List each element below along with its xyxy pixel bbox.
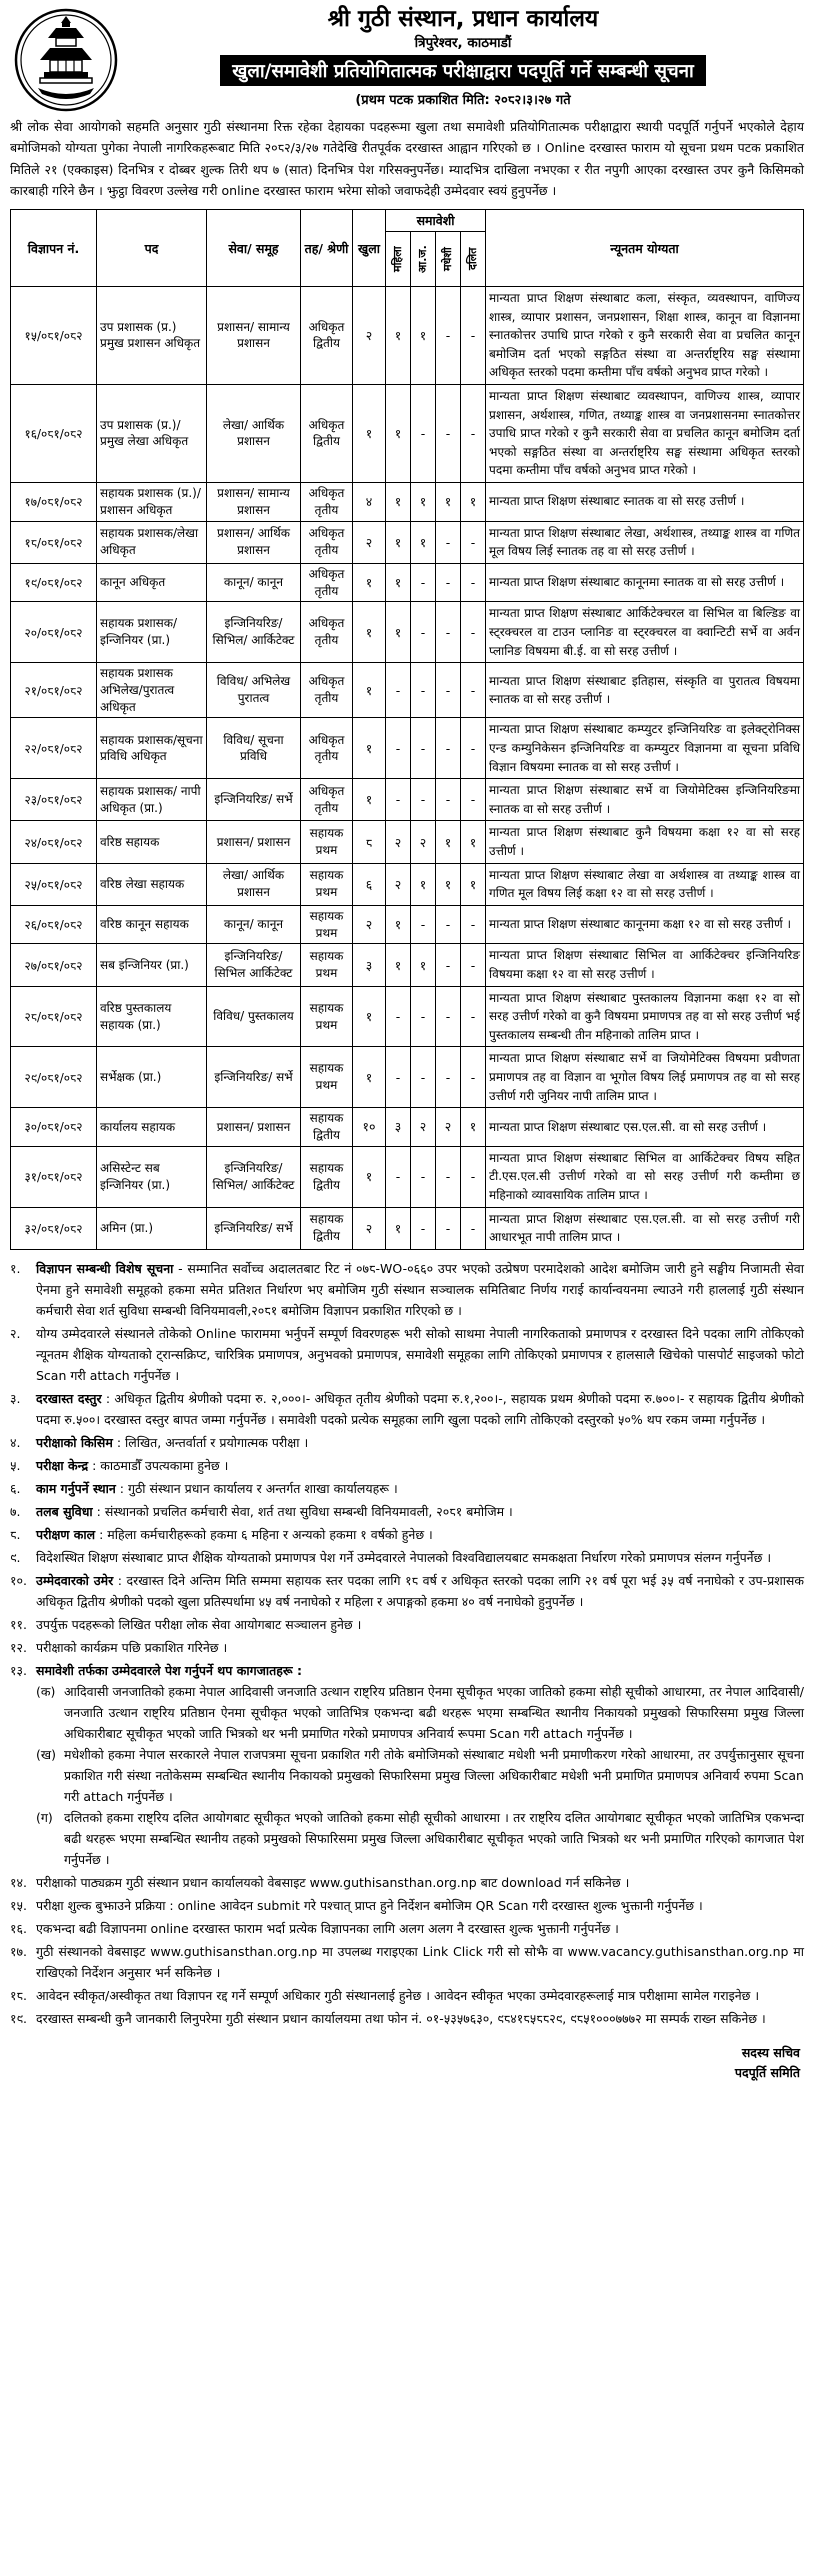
- ad-no-cell: १५/०८१/०८२: [11, 287, 97, 385]
- notice-banner: खुला/समावेशी प्रतियोगितात्मक परीक्षाद्वारा पदपूर्ति गर्ने सम्बन्धी सूचना: [220, 55, 706, 86]
- aj-count-cell: -: [411, 1047, 436, 1108]
- level-cell: सहायक द्वितीय: [301, 1207, 353, 1249]
- open-count-cell: २: [353, 905, 386, 944]
- madhesi-count-cell: -: [436, 718, 461, 779]
- intro-paragraph: श्री लोक सेवा आयोगको सहमति अनुसार गुठी संस्थानमा रिक्त रहेका देहायका पदहरूमा खुला तथा समावेशी प्रतियोगितात्मक परीक्षाद्वारा स्थायी पदपूर्ति गर्नुपर्ने भएकोले देहाय बमोजिमको योग्यता पुगेका नेपाली नागरिकहरूबाट मिति २०८२/३/२७ गतेदेखि रीतपूर्वक दरखास्त आह्वान गरिएको छ । Online दरखास्त फाराम यो सूचना प्रथम पटक प्रकाशित मितिले २१ (एक्काइस) दिनभित्र र दोब्बर शुल्क तिरी थप ७ (सात) दिनभित्र पेश गरिसक्नुपर्नेछ। म्यादभित्र दाखिला नभएका र रीत नपुगी आएका दरखास्त उपर कुनै किसिमको कारबाही गरिने छैन । झुट्ठा विवरण उल्लेख गरी online दरखास्त फाराम भरेमा सोको जवाफदेही उम्मेदवार स्वयं हुनुपर्नेछ ।: [10, 119, 804, 198]
- item-number: ११.: [10, 1616, 27, 1632]
- item-number: १२.: [10, 1639, 27, 1655]
- item-text: परीक्षाको पाठ्यक्रम गुठी संस्थान प्रधान कार्यालयको वेबसाइट www.guthisansthan.org.np बाट download गर्न सकिनेछ ।: [36, 1874, 630, 1890]
- female-count-cell: १: [386, 602, 411, 663]
- table-row: [11, 1108, 804, 1147]
- list-item: [10, 1941, 804, 1983]
- signature-committee: पदपूर्ति समिति: [734, 2064, 800, 2080]
- item-text: तलब सुविधा : संस्थानको प्रचलित कर्मचारी सेवा, शर्त तथा सुविधा सम्बन्धी विनियमावली, २०८१ बमोजिम ।: [36, 1503, 513, 1519]
- col-header-qualification: न्यूनतम योग्यता: [486, 210, 804, 287]
- service-group-cell: लेखा/ आर्थिक प्रशासन: [207, 384, 301, 482]
- header: [10, 6, 804, 112]
- dalit-count-cell: -: [461, 602, 486, 663]
- sub-item-number: (क): [36, 1683, 56, 1699]
- ad-no-cell: १६/०८१/०८२: [11, 384, 97, 482]
- col-header-service-group: सेवा/ समूह: [207, 210, 301, 287]
- item-text: समावेशी तर्फका उम्मेदवारले पेश गर्नुपर्ने थप कागजातहरू : (क) आदिवासी जनजातिको हकमा नेपाल आदिवासी जनजाति उत्थान राष्ट्रिय प्रतिष्ठान ऐनमा सूचीकृत भएका जातिको हकमा सोही सूचीको आधारमा, तर नेपाल आदिवासी/जनजाति उत्थान राष्ट्रिय प्रतिष्ठान ऐनमा सूचीकृत भएको जातिभित्र एकभन्दा बढी थरहरू भएमा सम्बन्धित स्थानीय निकायको प्रमुखको सिफारिसमा प्रमुख जिल्ला अधिकारीबाट सूचीकृत भएको जाति भित्रको थर भनी प्रमाणित गरेको प्रमाणपत्र अनिवार्य रूपमा Scan गरी attach गर्नुपर्नेछ । (ख) मधेशीको हकमा नेपाल सरकारले नेपाल राजपत्रमा सूचना प्रकाशित गरी तोके बमोजिमको संस्थाबाट मधेशी भनी प्रमाणीकरण गरेको आधारमा, तर उपर्युक्तानुसार सूचना प्रकाशित गरी संस्था नतोकेसम्म सम्बन्धित स्थानीय निकायको प्रमुखको सिफारिसमा प्रमुख जिल्ला अधिकारीबाट मधेशी भनी प्रमाणित प्रमाणपत्र अनिवार्य रुपमा Scan गरी attach गर्नुपर्नेछ । (ग) दलितको हकमा राष्ट्रिय दलित आयोगबाट सूचीकृत भएको जातिको हकमा सोही सूचीको आधारमा । तर राष्ट्रिय दलित आयोगबाट सूचीकृत भएको जातिभित्र एकभन्दा बढी थरहरू भएमा सम्बन्धित स्थानीय तहको प्रमुखको सिफारिसमा प्रमुख जिल्ला अधिकारीबाट सूचीकृत भएको जाति भित्रको थर भनी प्रमाणित गरिएको कागजात पेश गर्नुपर्नेछ ।: [36, 1660, 804, 1870]
- sub-item-text: मधेशीको हकमा नेपाल सरकारले नेपाल राजपत्रमा सूचना प्रकाशित गरी तोके बमोजिमको संस्थाबाट मधेशी भनी प्रमाणीकरण गरेको आधारमा, तर उपर्युक्तानुसार सूचना प्रकाशित गरी संस्था नतोकेसम्म सम्बन्धित स्थानीय निकायको प्रमुखको सिफारिसमा प्रमुख जिल्ला अधिकारीबाट मधेशी भनी प्रमाणित प्रमाणपत्र अनिवार्य रुपमा Scan गरी attach गर्नुपर्नेछ ।: [64, 1746, 804, 1804]
- qualification-cell: मान्यता प्राप्त शिक्षण संस्थाबाट स्नातक वा सो सरह उत्तीर्ण ।: [486, 482, 804, 521]
- ad-no-cell: २६/०८१/०८२: [11, 905, 97, 944]
- aj-count-cell: -: [411, 384, 436, 482]
- item-number: १४.: [10, 1874, 27, 1890]
- level-cell: अधिकृत तृतीय: [301, 718, 353, 779]
- list-item: [10, 1478, 804, 1499]
- position-cell: सर्भेक्षक (प्रा.): [97, 1047, 207, 1108]
- service-group-cell: विविध/ पुस्तकालय: [207, 986, 301, 1047]
- female-count-cell: १: [386, 384, 411, 482]
- open-count-cell: ८: [353, 821, 386, 863]
- ad-no-cell: २१/०८१/०८२: [11, 663, 97, 718]
- dalit-count-cell: -: [461, 905, 486, 944]
- item-text: योग्य उम्मेदवारले संस्थानले तोकेको Online फाराममा भर्नुपर्ने सम्पूर्ण विवरणहरू भरी सोको साथमा नेपाली नागरिकताको प्रमाणपत्र र दरखास्त दिने पदका लागि तोकिएको न्यूनतम शैक्षिक योग्यताको ट्रान्सक्रिप्ट, चारित्रिक प्रमाणपत्र, अनुभवको प्रमाणपत्र, समावेशी समूहका लागि तोकिएको प्रमाणपत्र र हालसालै खिचेको पासपोर्ट साइजको फोटो Scan गरी attach गर्नुपर्नेछ ।: [36, 1325, 804, 1383]
- vacancy-table: [10, 209, 804, 1250]
- female-count-cell: १: [386, 1207, 411, 1249]
- madhesi-count-cell: -: [436, 602, 461, 663]
- service-group-cell: इन्जिनियरिङ/ सर्भे: [207, 1047, 301, 1108]
- dalit-count-cell: -: [461, 521, 486, 563]
- dalit-count-cell: १: [461, 821, 486, 863]
- open-count-cell: २: [353, 521, 386, 563]
- dalit-count-cell: -: [461, 1146, 486, 1207]
- signature-block: [10, 2043, 804, 2083]
- table-row: [11, 563, 804, 602]
- item-text: आवेदन स्वीकृत/अस्वीकृत तथा विज्ञापन रद्द गर्ने सम्पूर्ण अधिकार गुठी संस्थानलाई हुनेछ । आवेदन स्वीकृत भएका उम्मेदवारहरूलाई मात्र परीक्षामा सामेल गराइनेछ ।: [36, 1987, 760, 2003]
- sub-item-text: आदिवासी जनजातिको हकमा नेपाल आदिवासी जनजाति उत्थान राष्ट्रिय प्रतिष्ठान ऐनमा सूचीकृत भएका जातिको हकमा सोही सूचीको आधारमा, तर नेपाल आदिवासी/जनजाति उत्थान राष्ट्रिय प्रतिष्ठान ऐनमा सूचीकृत भएको जातिभित्र एकभन्दा बढी थरहरू भएमा सम्बन्धित स्थानीय निकायको प्रमुखको सिफारिसमा प्रमुख जिल्ला अधिकारीबाट सूचीकृत भएको जाति भित्रको थर भनी प्रमाणित गरेको प्रमाणपत्र अनिवार्य रूपमा Scan गरी attach गर्नुपर्नेछ ।: [64, 1683, 805, 1741]
- level-cell: सहायक प्रथम: [301, 1047, 353, 1108]
- dalit-count-cell: १: [461, 1108, 486, 1147]
- item-text: परीक्षा केन्द्र : काठमाडौँ उपत्यकामा हुनेछ ।: [36, 1457, 229, 1473]
- open-count-cell: १०: [353, 1108, 386, 1147]
- service-group-cell: प्रशासन/ आर्थिक प्रशासन: [207, 521, 301, 563]
- position-cell: सहायक प्रशासक/ नापी अधिकृत (प्रा.): [97, 779, 207, 821]
- aj-count-cell: १: [411, 863, 436, 905]
- list-item: [10, 1637, 804, 1658]
- qualification-cell: मान्यता प्राप्त शिक्षण संस्थाबाट सर्भे वा जियोमेटिक्स इन्जिनियरिङमा स्नातक वा सो सरह उत्तीर्ण ।: [486, 779, 804, 821]
- female-count-cell: १: [386, 563, 411, 602]
- inclusive-col-header-1: आ.ज.: [411, 232, 436, 287]
- aj-count-cell: -: [411, 905, 436, 944]
- female-count-cell: १: [386, 944, 411, 986]
- female-count-cell: २: [386, 863, 411, 905]
- inclusive-col-header-0: महिला: [386, 232, 411, 287]
- level-cell: अधिकृत तृतीय: [301, 663, 353, 718]
- service-group-cell: प्रशासन/ सामान्य प्रशासन: [207, 287, 301, 385]
- position-cell: कार्यालय सहायक: [97, 1108, 207, 1147]
- col-header-ad-no: विज्ञापन नं.: [11, 210, 97, 287]
- dalit-count-cell: -: [461, 986, 486, 1047]
- item-text: उपर्युक्त पदहरूको लिखित परीक्षा लोक सेवा आयोगबाट सञ्चालन हुनेछ ।: [36, 1616, 362, 1632]
- female-count-cell: २: [386, 821, 411, 863]
- ad-no-cell: २३/०८१/०८२: [11, 779, 97, 821]
- service-group-cell: प्रशासन/ प्रशासन: [207, 821, 301, 863]
- service-group-cell: इन्जिनियरिङ/ सर्भे: [207, 1207, 301, 1249]
- list-item: [10, 1570, 804, 1612]
- qualification-cell: मान्यता प्राप्त शिक्षण संस्थाबाट एस.एल.सी. वा सो सरह उत्तीर्ण गरी आधारभूत नापी तालिम प्राप्त ।: [486, 1207, 804, 1249]
- position-cell: सब इन्जिनियर (प्रा.): [97, 944, 207, 986]
- level-cell: सहायक प्रथम: [301, 863, 353, 905]
- open-count-cell: २: [353, 287, 386, 385]
- list-item: [10, 1432, 804, 1453]
- open-count-cell: ४: [353, 482, 386, 521]
- list-item: [10, 1985, 804, 2006]
- item-number: ९.: [10, 1549, 21, 1565]
- aj-count-cell: -: [411, 1207, 436, 1249]
- female-count-cell: १: [386, 287, 411, 385]
- list-item: [10, 1455, 804, 1476]
- dalit-count-cell: १: [461, 863, 486, 905]
- guthi-sansthan-logo: [10, 6, 122, 112]
- table-row: [11, 287, 804, 385]
- temple-emblem-icon: [14, 8, 118, 112]
- sub-item-number: (ग): [36, 1809, 53, 1825]
- list-item: [10, 1660, 804, 1870]
- level-cell: सहायक प्रथम: [301, 821, 353, 863]
- madhesi-count-cell: -: [436, 287, 461, 385]
- sub-item-number: (ख): [36, 1746, 56, 1762]
- dalit-count-cell: -: [461, 944, 486, 986]
- list-item: [10, 1614, 804, 1635]
- item-number: ५.: [10, 1457, 21, 1473]
- level-cell: अधिकृत तृतीय: [301, 521, 353, 563]
- female-count-cell: -: [386, 986, 411, 1047]
- female-count-cell: -: [386, 1047, 411, 1108]
- position-cell: सहायक प्रशासक/लेखा अधिकृत: [97, 521, 207, 563]
- level-cell: अधिकृत तृतीय: [301, 482, 353, 521]
- female-count-cell: -: [386, 718, 411, 779]
- female-count-cell: -: [386, 663, 411, 718]
- org-address: त्रिपुरेश्वर, काठमाडौं: [414, 35, 512, 52]
- level-cell: सहायक प्रथम: [301, 944, 353, 986]
- qualification-cell: मान्यता प्राप्त शिक्षण संस्थाबाट इतिहास, संस्कृति वा पुरातत्व विषयमा स्नातक वा सो सरह उत्तीर्ण ।: [486, 663, 804, 718]
- position-cell: सहायक प्रशासक/ इन्जिनियर (प्रा.): [97, 602, 207, 663]
- dalit-count-cell: -: [461, 718, 486, 779]
- sub-list-item: [36, 1807, 804, 1870]
- level-cell: सहायक द्वितीय: [301, 1108, 353, 1147]
- aj-count-cell: -: [411, 1146, 436, 1207]
- aj-count-cell: -: [411, 986, 436, 1047]
- signature-role: सदस्य सचिव: [741, 2044, 800, 2060]
- female-count-cell: -: [386, 779, 411, 821]
- item-number: ४.: [10, 1434, 21, 1450]
- service-group-cell: विविध/ अभिलेख पुरातत्व: [207, 663, 301, 718]
- open-count-cell: २: [353, 1207, 386, 1249]
- item-number: १५.: [10, 1897, 27, 1913]
- level-cell: अधिकृत द्वितीय: [301, 384, 353, 482]
- qualification-cell: मान्यता प्राप्त शिक्षण संस्थाबाट व्यवस्थापन, वाणिज्य शास्त्र, व्यापार प्रशासन, अर्थशास्त्र, गणित, तथ्याङ्क शास्त्र वा जनप्रशासनमा स्नातकोत्तर उपाधि प्राप्त गरेको र कुनै सरकारी सेवा वा प्रचलित कानून बमोजिम दर्ता भएको सङ्गठित संस्था वा अन्तर्राष्ट्रिय सङ्घ संस्थामा अधिकृत स्तरको पदमा कम्तीमा पाँच वर्षको अनुभव प्राप्त गरेको ।: [486, 384, 804, 482]
- table-row: [11, 482, 804, 521]
- qualification-cell: मान्यता प्राप्त शिक्षण संस्थाबाट कानूनमा कक्षा १२ वा सो सरह उत्तीर्ण ।: [486, 905, 804, 944]
- item-number: १.: [10, 1260, 21, 1276]
- madhesi-count-cell: -: [436, 1146, 461, 1207]
- aj-count-cell: -: [411, 563, 436, 602]
- list-item: [10, 1501, 804, 1522]
- aj-count-cell: १: [411, 287, 436, 385]
- position-cell: उप प्रशासक (प्र.)/प्रमुख लेखा अधिकृत: [97, 384, 207, 482]
- col-header-position: पद: [97, 210, 207, 287]
- female-count-cell: -: [386, 1146, 411, 1207]
- open-count-cell: १: [353, 602, 386, 663]
- table-row: [11, 1047, 804, 1108]
- ad-no-cell: २५/०८१/०८२: [11, 863, 97, 905]
- item-text: काम गर्नुपर्ने स्थान : गुठी संस्थान प्रधान कार्यालय र अन्तर्गत शाखा कार्यालयहरू ।: [36, 1480, 398, 1496]
- madhesi-count-cell: -: [436, 986, 461, 1047]
- service-group-cell: इन्जिनियरिङ/ सिभिल/ आर्किटेक्ट: [207, 602, 301, 663]
- list-item: [10, 1547, 804, 1568]
- dalit-count-cell: -: [461, 1047, 486, 1108]
- open-count-cell: ६: [353, 863, 386, 905]
- ad-no-cell: २०/०८१/०८२: [11, 602, 97, 663]
- service-group-cell: इन्जिनियरिङ/ सिभिल/ आर्किटेक्ट: [207, 1146, 301, 1207]
- level-cell: अधिकृत द्वितीय: [301, 287, 353, 385]
- open-count-cell: १: [353, 779, 386, 821]
- service-group-cell: प्रशासन/ प्रशासन: [207, 1108, 301, 1147]
- madhesi-count-cell: -: [436, 905, 461, 944]
- table-row: [11, 1207, 804, 1249]
- level-cell: अधिकृत तृतीय: [301, 602, 353, 663]
- service-group-cell: विविध/ सूचना प्रविधि: [207, 718, 301, 779]
- item-number: १०.: [10, 1572, 27, 1588]
- position-cell: सहायक प्रशासक (प्र.)/प्रशासन अधिकृत: [97, 482, 207, 521]
- item-text: दरखास्त सम्बन्धी कुनै जानकारी लिनुपरेमा गुठी संस्थान प्रधान कार्यालयमा तथा फोन नं. ०१-५३५७६३०, ९८४१८५८८२९, ९८५१०००७७७२ मा सम्पर्क राख्न सकिनेछ ।: [36, 2010, 766, 2026]
- table-row: [11, 863, 804, 905]
- position-cell: सहायक प्रशासक/सूचना प्रविधि अधिकृत: [97, 718, 207, 779]
- ad-no-cell: २२/०८१/०८२: [11, 718, 97, 779]
- list-item: [10, 1524, 804, 1545]
- ad-no-cell: ३१/०८१/०८२: [11, 1146, 97, 1207]
- madhesi-count-cell: -: [436, 521, 461, 563]
- ad-no-cell: २८/०८१/०८२: [11, 986, 97, 1047]
- open-count-cell: १: [353, 663, 386, 718]
- aj-count-cell: २: [411, 1108, 436, 1147]
- service-group-cell: कानून/ कानून: [207, 563, 301, 602]
- table-row: [11, 779, 804, 821]
- madhesi-count-cell: -: [436, 663, 461, 718]
- ad-no-cell: ३२/०८१/०८२: [11, 1207, 97, 1249]
- service-group-cell: लेखा/ आर्थिक प्रशासन: [207, 863, 301, 905]
- table-row: [11, 821, 804, 863]
- female-count-cell: ३: [386, 1108, 411, 1147]
- sub-item-text: दलितको हकमा राष्ट्रिय दलित आयोगबाट सूचीकृत भएको जातिको हकमा सोही सूचीको आधारमा । तर राष्ट्रिय दलित आयोगबाट सूचीकृत भएको जातिभित्र एकभन्दा बढी थरहरू भएमा सम्बन्धित स्थानीय तहको प्रमुखको सिफारिसमा प्रमुख जिल्ला अधिकारीबाट सूचीकृत भएको जाति भित्रको थर भनी प्रमाणित गरिएको कागजात पेश गर्नुपर्नेछ ।: [64, 1809, 804, 1867]
- madhesi-count-cell: १: [436, 863, 461, 905]
- ad-no-cell: १८/०८१/०८२: [11, 521, 97, 563]
- service-group-cell: कानून/ कानून: [207, 905, 301, 944]
- madhesi-count-cell: -: [436, 779, 461, 821]
- item-number: ७.: [10, 1503, 21, 1519]
- madhesi-count-cell: -: [436, 944, 461, 986]
- list-item: [10, 1895, 804, 1916]
- list-item: [10, 1388, 804, 1430]
- aj-count-cell: -: [411, 779, 436, 821]
- position-cell: वरिष्ठ सहायक: [97, 821, 207, 863]
- qualification-cell: मान्यता प्राप्त शिक्षण संस्थाबाट कानूनमा स्नातक वा सो सरह उत्तीर्ण ।: [486, 563, 804, 602]
- item-number: १८.: [10, 1987, 27, 2003]
- item-text: उम्मेदवारको उमेर : दरखास्त दिने अन्तिम मिति सम्ममा सहायक स्तर पदका लागि १८ वर्ष र अधिकृत स्तरको पदका लागि २१ वर्ष पूरा भई ३५ वर्ष ननाघेको र उप-प्रशासक अधिकृत द्वितीय श्रेणीको पदको खुला प्रतिस्पर्धामा ४५ वर्ष ननाघेको र महिला र अपाङ्गको हकमा ४० वर्ष ननाघेको हुनुपर्नेछ ।: [36, 1572, 804, 1609]
- qualification-cell: मान्यता प्राप्त शिक्षण संस्थाबाट सिभिल वा आर्किटेक्चर इन्जिनियरिङ विषयमा कक्षा १२ वा सो सरह उत्तीर्ण ।: [486, 944, 804, 986]
- qualification-cell: मान्यता प्राप्त शिक्षण संस्थाबाट सिभिल वा आर्किटेक्चर विषय सहित टी.एस.एल.सी उत्तीर्ण गरेको वा सो सरह उत्तीर्ण गरी कम्तीमा छ महिनाको व्यावसायिक तालिम प्राप्त ।: [486, 1146, 804, 1207]
- open-count-cell: १: [353, 1146, 386, 1207]
- dalit-count-cell: -: [461, 384, 486, 482]
- qualification-cell: मान्यता प्राप्त शिक्षण संस्थाबाट लेखा वा अर्थशास्त्र वा तथ्याङ्क शास्त्र वा गणित मूल विषय लिई कक्षा १२ वा सो सरह उत्तीर्ण ।: [486, 863, 804, 905]
- qualification-cell: मान्यता प्राप्त शिक्षण संस्थाबाट पुस्तकालय विज्ञानमा कक्षा १२ वा सो सरह उत्तीर्ण गरेको वा कुनै विषयमा प्रमाणपत्र तह वा सो सरह उत्तीर्ण भई पुस्तकालय सम्बन्धी तीन महिनाको तालिम प्राप्त ।: [486, 986, 804, 1047]
- item-number: ८.: [10, 1526, 21, 1542]
- level-cell: सहायक द्वितीय: [301, 1146, 353, 1207]
- dalit-count-cell: -: [461, 563, 486, 602]
- qualification-cell: मान्यता प्राप्त शिक्षण संस्थाबाट लेखा, अर्थशास्त्र, तथ्याङ्क शास्त्र वा गणित मूल विषय लिई स्नातक तह वा सो सरह उत्तीर्ण ।: [486, 521, 804, 563]
- position-cell: वरिष्ठ लेखा सहायक: [97, 863, 207, 905]
- ad-no-cell: २४/०८१/०८२: [11, 821, 97, 863]
- item-number: ६.: [10, 1480, 21, 1496]
- position-cell: उप प्रशासक (प्र.) प्रमुख प्रशासन अधिकृत: [97, 287, 207, 385]
- female-count-cell: १: [386, 905, 411, 944]
- level-cell: सहायक प्रथम: [301, 986, 353, 1047]
- open-count-cell: १: [353, 986, 386, 1047]
- dalit-count-cell: १: [461, 482, 486, 521]
- open-count-cell: १: [353, 563, 386, 602]
- madhesi-count-cell: २: [436, 1108, 461, 1147]
- madhesi-count-cell: -: [436, 384, 461, 482]
- qualification-cell: मान्यता प्राप्त शिक्षण संस्थाबाट कम्प्युटर इन्जिनियरिङ वा इलेक्ट्रोनिक्स एन्ड कम्युनिकेसन इन्जिनियरिङ वा कम्प्युटर विज्ञानमा वा सूचना प्रविधि विज्ञान विषयमा स्नातक वा सो सरह उत्तीर्ण ।: [486, 718, 804, 779]
- ad-no-cell: २७/०८१/०८२: [11, 944, 97, 986]
- table-row: [11, 602, 804, 663]
- service-group-cell: इन्जिनियरिङ/ सिभिल आर्किटेक्ट: [207, 944, 301, 986]
- item-number: १९.: [10, 2010, 27, 2026]
- madhesi-count-cell: १: [436, 821, 461, 863]
- dalit-count-cell: -: [461, 779, 486, 821]
- position-cell: कानून अधिकृत: [97, 563, 207, 602]
- female-count-cell: १: [386, 482, 411, 521]
- ad-no-cell: ३०/०८१/०८२: [11, 1108, 97, 1147]
- qualification-cell: मान्यता प्राप्त शिक्षण संस्थाबाट एस.एल.सी. वा सो सरह उत्तीर्ण ।: [486, 1108, 804, 1147]
- item-text: परीक्षण काल : महिला कर्मचारीहरूको हकमा ६ महिना र अन्यको हकमा १ वर्षको हुनेछ ।: [36, 1526, 433, 1542]
- position-cell: सहायक प्रशासक अभिलेख/पुरातत्व अधिकृत: [97, 663, 207, 718]
- aj-count-cell: -: [411, 718, 436, 779]
- table-row: [11, 663, 804, 718]
- list-item: [10, 1918, 804, 1939]
- position-cell: अमिन (प्रा.): [97, 1207, 207, 1249]
- level-cell: सहायक प्रथम: [301, 905, 353, 944]
- dalit-count-cell: -: [461, 663, 486, 718]
- open-count-cell: ३: [353, 944, 386, 986]
- madhesi-count-cell: -: [436, 1207, 461, 1249]
- qualification-cell: मान्यता प्राप्त शिक्षण संस्थाबाट कुनै विषयमा कक्षा १२ वा सो सरह उत्तीर्ण ।: [486, 821, 804, 863]
- list-item: [10, 1872, 804, 1893]
- table-row: [11, 986, 804, 1047]
- item-text: गुठी संस्थानको वेबसाइट www.guthisansthan.org.np मा उपलब्ध गराइएका Link Click गरी सो सोझै वा www.vacancy.guthisansthan.org.np मा राखिएको निर्देशन अनुसार भर्न सकिनेछ ।: [36, 1943, 804, 1980]
- female-count-cell: १: [386, 521, 411, 563]
- sub-list-item: [36, 1744, 804, 1807]
- dalit-count-cell: -: [461, 1207, 486, 1249]
- item-text: दरखास्त दस्तुर : अधिकृत द्वितीय श्रेणीको पदमा रु. २,०००।- अधिकृत तृतीय श्रेणीको पदमा रु.१,२००।-, सहायक प्रथम श्रेणीको पदमा रु.७००।- र सहायक द्वितीय श्रेणीको पदमा रु.५००। दरखास्त दस्तुर बापत जम्मा गर्नुपर्नेछ । समावेशी पदको प्रत्येक समूहका लागि खुला पदको लागि तोकिएको दस्तुरको ५०% थप रकम जम्मा गर्नुपर्नेछ ।: [36, 1390, 804, 1427]
- item-number: १६.: [10, 1920, 27, 1936]
- item-text: परीक्षाको कार्यक्रम पछि प्रकाशित गरिनेछ ।: [36, 1639, 228, 1655]
- item-text: विदेशस्थित शिक्षण संस्थाबाट प्राप्त शैक्षिक योग्यताको प्रमाणपत्र पेश गर्ने उम्मेदवारले नेपालको विश्वविद्यालयबाट समकक्षता निर्धारण गरेको प्रमाणपत्र संलग्न गर्नुपर्नेछ ।: [36, 1549, 772, 1565]
- open-count-cell: १: [353, 384, 386, 482]
- published-date: (प्रथम पटक प्रकाशित मिति: २०८२।३।२७ गते: [355, 93, 571, 109]
- table-row: [11, 905, 804, 944]
- item-text: परीक्षाको किसिम : लिखित, अन्तर्वार्ता र प्रयोगात्मक परीक्षा ।: [36, 1434, 309, 1450]
- col-header-level: तह/ श्रेणी: [301, 210, 353, 287]
- list-item: [10, 1323, 804, 1386]
- ad-no-cell: २९/०८१/०८२: [11, 1047, 97, 1108]
- item-number: १७.: [10, 1943, 27, 1959]
- table-row: [11, 718, 804, 779]
- position-cell: वरिष्ठ कानून सहायक: [97, 905, 207, 944]
- table-row: [11, 944, 804, 986]
- level-cell: अधिकृत तृतीय: [301, 563, 353, 602]
- table-row: [11, 1146, 804, 1207]
- col-header-inclusive: समावेशी: [386, 210, 486, 232]
- item-number: १३.: [10, 1662, 27, 1678]
- level-cell: अधिकृत तृतीय: [301, 779, 353, 821]
- madhesi-count-cell: -: [436, 1047, 461, 1108]
- service-group-cell: इन्जिनियरिङ/ सर्भे: [207, 779, 301, 821]
- inclusive-col-header-3: दलित: [461, 232, 486, 287]
- position-cell: असिस्टेन्ट सब इन्जिनियर (प्रा.): [97, 1146, 207, 1207]
- service-group-cell: प्रशासन/ सामान्य प्रशासन: [207, 482, 301, 521]
- inclusive-col-header-2: मधेशी: [436, 232, 461, 287]
- item-text: एकभन्दा बढी विज्ञापनमा online दरखास्त फाराम भर्दा प्रत्येक विज्ञापनका लागि अलग अलग नै दरखास्त शुल्क भुक्तानी गर्नुपर्नेछ ।: [36, 1920, 619, 1936]
- open-count-cell: १: [353, 718, 386, 779]
- list-item: [10, 2008, 804, 2029]
- aj-count-cell: १: [411, 944, 436, 986]
- open-count-cell: १: [353, 1047, 386, 1108]
- notes-list: [10, 1258, 804, 2029]
- position-cell: वरिष्ठ पुस्तकालय सहायक (प्रा.): [97, 986, 207, 1047]
- aj-count-cell: -: [411, 602, 436, 663]
- qualification-cell: मान्यता प्राप्त शिक्षण संस्थाबाट सर्भे वा जियोमेटिक्स विषयमा प्रवीणता प्रमाणपत्र तह वा विज्ञान वा भूगोल विषय लिई प्रमाणपत्र तह वा सो सरह उत्तीर्ण गरी जुनियर नापी तालिम प्राप्त ।: [486, 1047, 804, 1108]
- aj-count-cell: १: [411, 521, 436, 563]
- ad-no-cell: १७/०८१/०८२: [11, 482, 97, 521]
- ad-no-cell: १९/०८१/०८२: [11, 563, 97, 602]
- col-header-open: खुला: [353, 210, 386, 287]
- item-number: ३.: [10, 1390, 21, 1406]
- table-row: [11, 521, 804, 563]
- madhesi-count-cell: -: [436, 563, 461, 602]
- list-item: [10, 1258, 804, 1321]
- org-name: श्री गुठी संस्थान, प्रधान कार्यालय: [327, 6, 599, 32]
- qualification-cell: मान्यता प्राप्त शिक्षण संस्थाबाट कला, संस्कृत, व्यवस्थापन, वाणिज्य शास्त्र, व्यापार प्रशासन, जनप्रशासन, शिक्षा शास्त्र, कानून वा विज्ञानमा स्नातकोत्तर उपाधि प्राप्त गरेको र कुनै सरकारी सेवा वा प्रचलित कानून बमोजिम दर्ता भएको सङ्गठित संस्था वा अन्तर्राष्ट्रिय सङ्घ संस्थामा अधिकृत स्तरको पदमा कम्तीमा पाँच वर्षको अनुभव प्राप्त गरेको ।: [486, 287, 804, 385]
- qualification-cell: मान्यता प्राप्त शिक्षण संस्थाबाट आर्किटेक्चरल वा सिभिल वा बिल्डिङ वा स्ट्रक्चरल वा टाउन प्लानिङ वा स्ट्रक्चरल वा क्वान्टिटी सर्भे वा अर्वन प्लानिङ विषयमा बी.ई. वा सो सरह उत्तीर्ण ।: [486, 602, 804, 663]
- dalit-count-cell: -: [461, 287, 486, 385]
- madhesi-count-cell: १: [436, 482, 461, 521]
- item-text: विज्ञापन सम्बन्धी विशेष सूचना - सम्मानित सर्वोच्च अदालतबाट रिट नं ०७८-WO-०६६० उपर भएको उत्प्रेषण परमादेशको आदेश बमोजिम जारी हुने सङ्घीय निजामती सेवा ऐनमा हुने समावेशी समूहको हकमा समेत प्रतिशत निर्धारण भए बमोजिम गुठी संस्थान सञ्चालक समितिबाट निर्णय गराई कार्यान्वयनमा ल्याउने गरी हाललाई गुठी संस्थान कर्मचारी सेवा शर्त सुविधा सम्बन्धी विनियमावली,२०८१ बमोजिम विज्ञापन प्रकाशित गरिएको छ ।: [36, 1260, 804, 1318]
- item-text: परीक्षा शुल्क बुझाउने प्रक्रिया : online आवेदन submit गरे पश्चात् प्राप्त हुने निर्देशन बमोजिम QR Scan गरी दरखास्त शुल्क भुक्तानी गर्नुपर्नेछ ।: [36, 1897, 703, 1913]
- sub-list-item: [36, 1681, 804, 1744]
- aj-count-cell: १: [411, 482, 436, 521]
- item-number: २.: [10, 1325, 21, 1341]
- aj-count-cell: २: [411, 821, 436, 863]
- table-row: [11, 384, 804, 482]
- aj-count-cell: -: [411, 663, 436, 718]
